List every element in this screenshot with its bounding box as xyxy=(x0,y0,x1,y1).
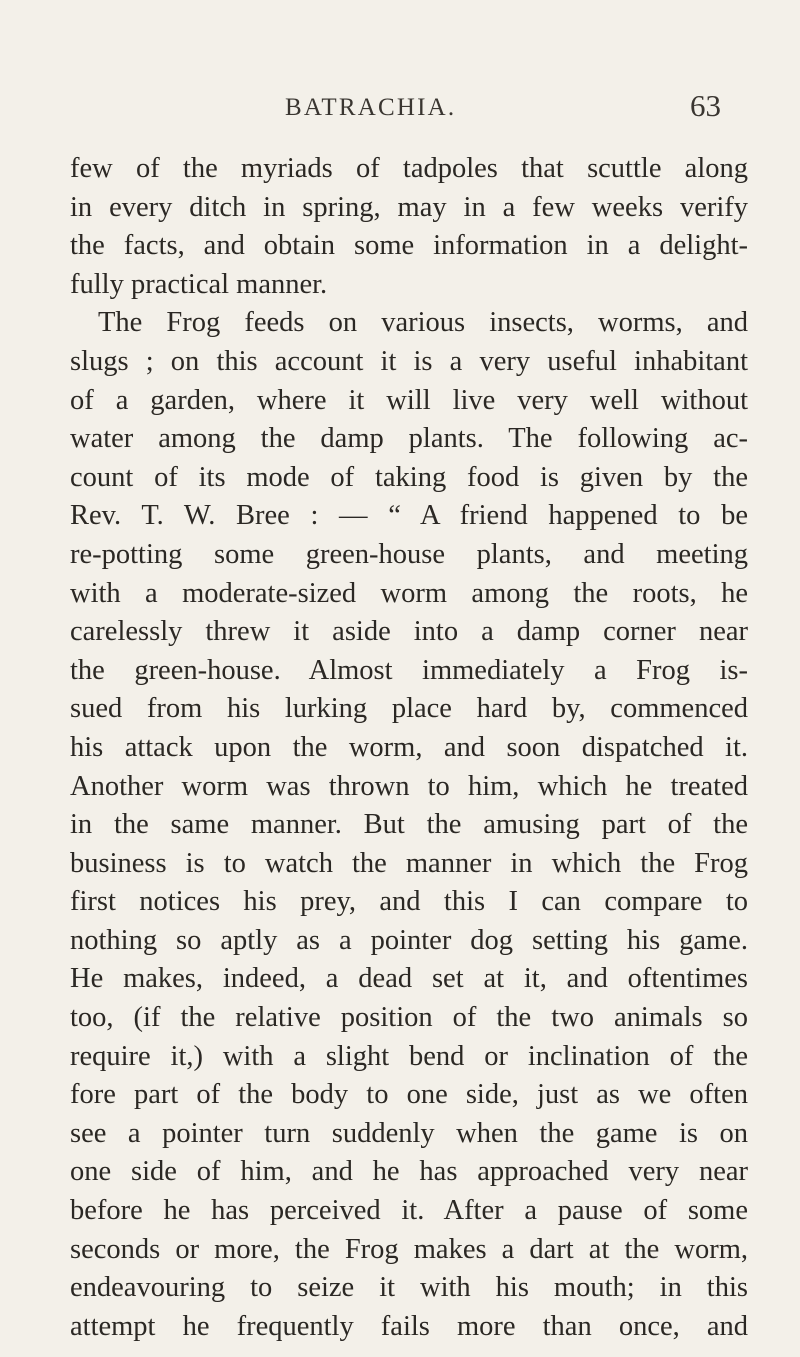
text-line: fore part of the body to one side, just as we often xyxy=(70,1079,748,1111)
text-line: He makes, indeed, a dead set at it, and oftentimes xyxy=(70,963,748,995)
text-line: attempt he frequently fails more than once, and xyxy=(70,1310,748,1342)
text-line: Rev. T. W. Bree : — “ A friend happened to be xyxy=(70,500,748,532)
text-line: few of the myriads of tadpoles that scuttle along xyxy=(70,153,748,184)
text-line: Another worm was thrown to him, which he treated xyxy=(70,770,748,802)
text-line: endeavouring to seize it with his mouth; in this xyxy=(70,1272,748,1304)
text-line: business is to watch the manner in which the Frog xyxy=(70,847,748,879)
text-line: sued from his lurking place hard by, commenced xyxy=(70,693,748,725)
text-line: first notices his prey, and this I can compare to xyxy=(70,886,748,918)
text-line: seconds or more, the Frog makes a dart at the worm, xyxy=(70,1233,748,1265)
page-number: 63 xyxy=(690,88,721,123)
text-line: his attack upon the worm, and soon dispatched it. xyxy=(70,731,748,763)
text-line: re-potting some green-house plants, and meeting xyxy=(70,538,748,570)
text-line: one side of him, and he has approached very near xyxy=(70,1156,748,1188)
text-line: The Frog feeds on various insects, worms, and xyxy=(98,307,748,339)
text-line: fully practical manner. xyxy=(70,268,328,300)
text-line: the facts, and obtain some information in a delight- xyxy=(70,230,748,262)
text-line: with a moderate-sized worm among the roots, he xyxy=(70,577,748,609)
text-line: count of its mode of taking food is given by the xyxy=(70,461,748,493)
text-line: of a garden, where it will live very well without xyxy=(70,384,748,416)
text-line: the green-house. Almost immediately a Frog is- xyxy=(70,654,748,686)
text-line: water among the damp plants. The following ac- xyxy=(70,423,748,455)
text-line: nothing so aptly as a pointer dog setting his game. xyxy=(70,924,748,956)
text-line: slugs ; on this account it is a very useful inhabitant xyxy=(70,345,748,377)
text-line: in every ditch in spring, may in a few weeks verify xyxy=(70,191,748,223)
text-line: carelessly threw it aside into a damp corner near xyxy=(70,616,748,648)
running-head xyxy=(0,88,800,128)
body-text xyxy=(70,150,748,1346)
text-line: see a pointer turn suddenly when the game is on xyxy=(70,1117,748,1149)
text-line: before he has perceived it. After a pause of some xyxy=(70,1195,748,1227)
text-line: too, (if the relative position of the two animals so xyxy=(70,1002,748,1034)
text-line: require it,) with a slight bend or inclination of the xyxy=(70,1040,748,1072)
text-line: in the same manner. But the amusing part of the xyxy=(70,809,748,841)
running-title: BATRACHIA. xyxy=(285,94,457,121)
